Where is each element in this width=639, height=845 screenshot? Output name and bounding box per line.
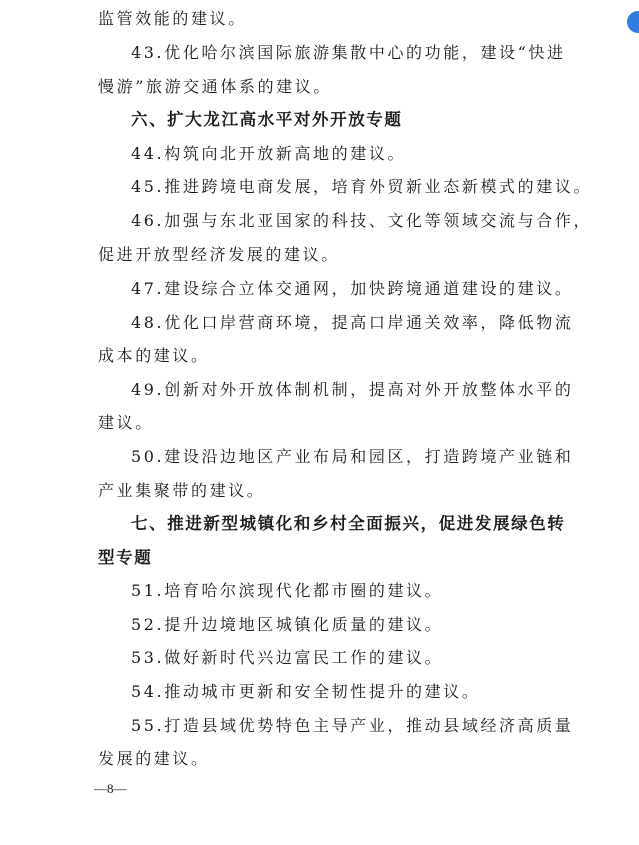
list-item-50-line2: 产业集聚带的建议。 (98, 481, 266, 500)
list-item-54: 54.推动城市更新和安全韧性提升的建议。 (131, 682, 481, 701)
list-item-55-line1: 55.打造县域优势特色主导产业，推动县域经济高质量 (131, 716, 574, 735)
page-number: —8— (94, 781, 127, 796)
paragraph-line: 监管效能的建议。 (98, 9, 247, 28)
list-item-49-line2: 建议。 (98, 413, 154, 432)
list-item-43-line1: 43.优化哈尔滨国际旅游集散中心的功能，建设“快进 (131, 43, 566, 62)
list-item-49-line1: 49.创新对外开放体制机制，提高对外开放整体水平的 (131, 380, 574, 399)
list-item-48-line1: 48.优化口岸营商环境，提高口岸通关效率，降低物流 (131, 313, 574, 332)
section-heading-7-line2: 型专题 (98, 548, 153, 567)
list-item-45: 45.推进跨境电商发展，培育外贸新业态新模式的建议。 (131, 177, 593, 196)
list-item-48-line2: 成本的建议。 (98, 346, 210, 365)
list-item-55-line2: 发展的建议。 (98, 749, 210, 768)
list-item-46-line2: 促进开放型经济发展的建议。 (98, 245, 340, 264)
floating-assistant-icon[interactable] (627, 11, 639, 33)
list-item-50-line1: 50.建设沿边地区产业布局和园区，打造跨境产业链和 (131, 447, 574, 466)
list-item-52: 52.提升边境地区城镇化质量的建议。 (131, 615, 444, 634)
section-heading-6: 六、扩大龙江高水平对外开放专题 (131, 110, 403, 129)
list-item-51: 51.培育哈尔滨现代化都市圈的建议。 (131, 581, 444, 600)
list-item-43-line2: 慢游”旅游交通体系的建议。 (98, 77, 332, 96)
section-heading-7-line1: 七、推进新型城镇化和乡村全面振兴，促进发展绿色转 (131, 514, 566, 533)
list-item-46-line1: 46.加强与东北亚国家的科技、文化等领域交流与合作， (131, 211, 593, 230)
list-item-53: 53.做好新时代兴边富民工作的建议。 (131, 648, 444, 667)
list-item-44: 44.构筑向北开放新高地的建议。 (131, 144, 407, 163)
list-item-47: 47.建设综合立体交通网，加快跨境通道建设的建议。 (131, 279, 574, 298)
